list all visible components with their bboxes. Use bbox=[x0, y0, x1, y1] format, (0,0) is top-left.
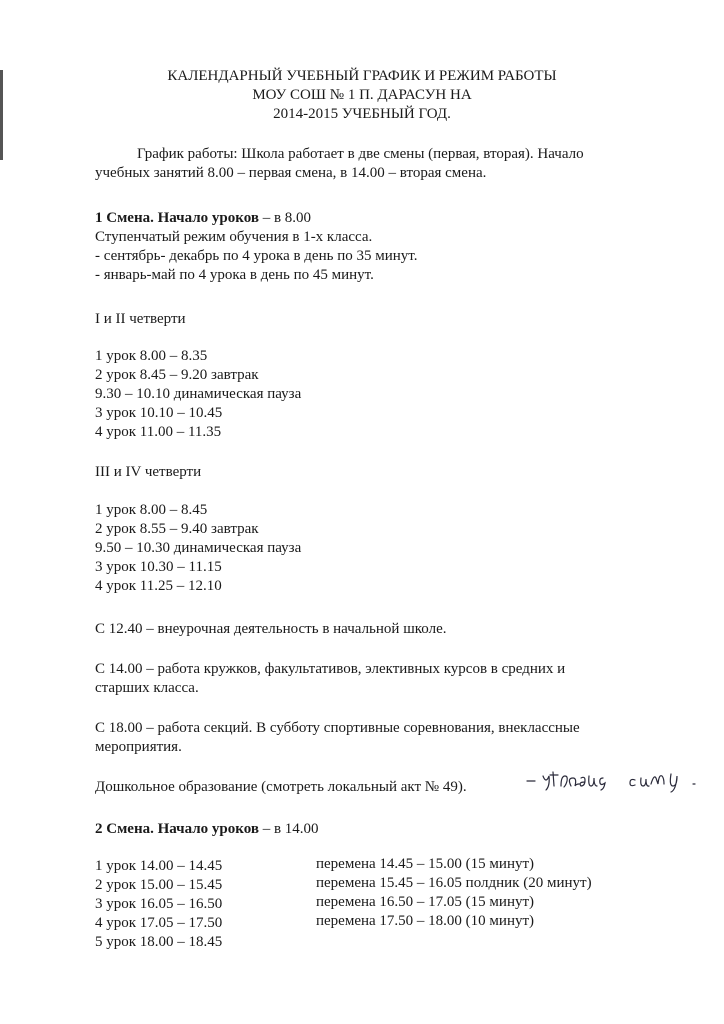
intro-line-1: График работы: Школа работает в две смены (первая, вторая). Начало bbox=[137, 146, 584, 162]
break-row: перемена 14.45 – 15.00 (15 минут) bbox=[316, 856, 535, 872]
schedule-row: 2 урок 8.45 – 9.20 завтрак bbox=[95, 367, 259, 383]
shift2-heading-bold: 2 Смена. Начало уроков bbox=[95, 821, 259, 837]
shift1-note: - сентябрь- декабрь по 4 урока в день по 35 минут. bbox=[95, 248, 418, 264]
lesson-row: 2 урок 15.00 – 15.45 bbox=[95, 877, 223, 893]
schedule-row: 1 урок 8.00 – 8.45 bbox=[95, 502, 208, 518]
shift1-note: Ступенчатый режим обучения в 1-х класса. bbox=[95, 229, 373, 245]
handwritten-note bbox=[523, 764, 723, 794]
activity-sections-line-1: С 18.00 – работа секций. В субботу спортивные соревнования, внеклассные bbox=[95, 720, 580, 736]
quarters12-title: I и II четверти bbox=[95, 311, 186, 327]
shift2-heading-rest: – в 14.00 bbox=[258, 821, 319, 837]
shift2-heading bbox=[95, 820, 319, 839]
quarters34-title: III и IV четверти bbox=[95, 464, 202, 480]
schedule-row: 9.50 – 10.30 динамическая пауза bbox=[95, 540, 302, 556]
activity-sections-line-2: мероприятия. bbox=[95, 739, 182, 755]
schedule-row: 4 урок 11.00 – 11.35 bbox=[95, 424, 222, 440]
schedule-row: 9.30 – 10.10 динамическая пауза bbox=[95, 386, 302, 402]
lesson-row: 1 урок 14.00 – 14.45 bbox=[95, 858, 223, 874]
title-line-2: МОУ СОШ № 1 П. ДАРАСУН НА bbox=[252, 87, 472, 103]
preschool-line: Дошкольное образование (смотреть локальный акт № 49). bbox=[95, 779, 467, 795]
schedule-row: 2 урок 8.55 – 9.40 завтрак bbox=[95, 521, 259, 537]
shift1-heading-bold: 1 Смена. Начало уроков bbox=[95, 210, 259, 226]
lesson-row: 4 урок 17.05 – 17.50 bbox=[95, 915, 223, 931]
lesson-row: 5 урок 18.00 – 18.45 bbox=[95, 934, 223, 950]
title-line-1: КАЛЕНДАРНЫЙ УЧЕБНЫЙ ГРАФИК И РЕЖИМ РАБОТЫ bbox=[167, 68, 557, 84]
break-row: перемена 17.50 – 18.00 (10 минут) bbox=[316, 913, 535, 929]
lesson-row: 3 урок 16.05 – 16.50 bbox=[95, 896, 223, 912]
title-line-3: 2014-2015 УЧЕБНЫЙ ГОД. bbox=[273, 106, 451, 122]
shift1-note: - январь-май по 4 урока в день по 45 минут. bbox=[95, 267, 374, 283]
schedule-row: 3 урок 10.10 – 10.45 bbox=[95, 405, 223, 421]
break-row: перемена 16.50 – 17.05 (15 минут) bbox=[316, 894, 535, 910]
activity-clubs-line-1: С 14.00 – работа кружков, факультативов, элективных курсов в средних и bbox=[95, 661, 566, 677]
intro-line-2: учебных занятий 8.00 – первая смена, в 14.00 – вторая смена. bbox=[95, 165, 487, 181]
activity-afterschool: С 12.40 – внеурочная деятельность в начальной школе. bbox=[95, 621, 447, 637]
break-row: перемена 15.45 – 16.05 полдник (20 минут) bbox=[316, 875, 592, 891]
shift1-heading bbox=[95, 209, 311, 228]
activity-clubs-line-2: старших класса. bbox=[95, 680, 199, 696]
schedule-row: 3 урок 10.30 – 11.15 bbox=[95, 559, 222, 575]
schedule-row: 4 урок 11.25 – 12.10 bbox=[95, 578, 222, 594]
schedule-row: 1 урок 8.00 – 8.35 bbox=[95, 348, 208, 364]
shift1-heading-rest: – в 8.00 bbox=[258, 210, 312, 226]
